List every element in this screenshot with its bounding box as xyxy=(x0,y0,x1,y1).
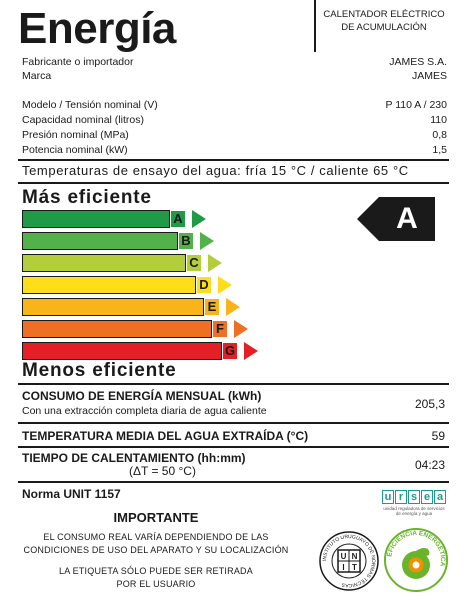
important-title: IMPORTANTE xyxy=(113,510,199,525)
product-type-line2: DE ACUMULACIÓN xyxy=(341,22,427,33)
unit-seal-letter: I xyxy=(342,563,345,572)
class-bar-a-letter: A xyxy=(171,211,185,227)
test-temperature: Temperaturas de ensayo del agua: fría 15 °C / caliente 65 °C xyxy=(22,163,409,178)
class-bar-c-letter: C xyxy=(187,255,201,271)
manufacturer-label: Fabricante o importador xyxy=(22,56,134,68)
spec-power-label: Potencia nominal (kW) xyxy=(22,144,128,156)
unit-seal-letter: N xyxy=(351,552,358,561)
class-bar-b-letter: B xyxy=(179,233,193,249)
ursea-logo-letter: r xyxy=(395,490,407,504)
ursea-logo-letter: a xyxy=(434,490,446,504)
spec-model-value: P 110 A / 230 xyxy=(385,99,447,111)
unit-seal-letter: T xyxy=(352,563,357,572)
class-bar-c-body xyxy=(22,254,186,272)
class-bar-f-letter: F xyxy=(213,321,227,337)
manufacturer-value: JAMES S.A. xyxy=(389,56,447,68)
ursea-logo-caption-1: unidad reguladora de servicios xyxy=(383,506,445,511)
class-bar-f-tip xyxy=(234,320,248,338)
class-bar-c-tip xyxy=(208,254,222,272)
ursea-logo-letters xyxy=(380,490,448,504)
class-bar-g-tip xyxy=(244,342,258,360)
important-line3: LA ETIQUETA SÓLO PUEDE SER RETIRADA xyxy=(59,566,253,576)
divider-temperature xyxy=(18,182,449,184)
energy-efficiency-ring-text: EFICIENCIA ENERGÉTICA xyxy=(386,529,447,567)
class-bar-d-letter: D xyxy=(197,277,211,293)
important-line4: POR EL USUARIO xyxy=(116,579,196,589)
class-bar-g-body xyxy=(22,342,222,360)
label-title: Energía xyxy=(18,4,176,53)
energy-efficiency-seal xyxy=(383,527,449,593)
spec-power-value: 1,5 xyxy=(432,144,447,156)
standard-reference: Norma UNIT 1157 xyxy=(22,487,121,501)
important-line1: EL CONSUMO REAL VARÍA DEPENDIENDO DE LAS xyxy=(43,532,269,542)
class-bar-e-tip xyxy=(226,298,240,316)
brand-value: JAMES xyxy=(411,70,447,82)
unit-seal-ring-text: INSTITUTO URUGUAYO DE NORMAS TÉCNICAS xyxy=(321,533,377,589)
brand-label: Marca xyxy=(22,70,52,82)
divider-mean-temperature xyxy=(18,446,449,448)
divider-consumption xyxy=(18,422,449,424)
product-type xyxy=(320,8,448,34)
product-type-line1: CALENTADOR ELÉCTRICO xyxy=(323,9,445,20)
spec-pressure-label: Presión nominal (MPa) xyxy=(22,129,129,141)
class-bar-d-body xyxy=(22,276,196,294)
class-bar-a-body xyxy=(22,210,170,228)
divider-heating-time xyxy=(18,481,449,483)
class-bar-e-body xyxy=(22,298,204,316)
class-bar-b-tip xyxy=(200,232,214,250)
divider-scale xyxy=(18,383,449,385)
spec-model-label: Modelo / Tensión nominal (V) xyxy=(22,99,158,111)
scale-bottom-label: Menos eficiente xyxy=(22,360,177,381)
unit-seal-letter: U xyxy=(340,552,347,561)
consumption-label: CONSUMO DE ENERGÍA MENSUAL (kWh) xyxy=(22,389,262,403)
heating-time-label: TIEMPO DE CALENTAMIENTO (hh:mm) xyxy=(22,451,246,465)
ursea-logo-letter: u xyxy=(382,490,394,504)
consumption-value: 205,3 xyxy=(414,397,445,411)
mean-temperature-label: TEMPERATURA MEDIA DEL AGUA EXTRAÍDA (°C) xyxy=(22,429,309,443)
rated-class-letter: A xyxy=(396,202,418,235)
consumption-sublabel: Con una extracción completa diaria de agua caliente xyxy=(22,405,267,417)
ursea-logo-letter: s xyxy=(408,490,420,504)
spec-capacity-value: 110 xyxy=(430,114,447,126)
heating-time-sublabel: (ΔT = 50 °C) xyxy=(129,464,196,478)
class-bar-e-letter: E xyxy=(205,299,219,315)
class-bar-b-body xyxy=(22,232,178,250)
class-bar-a-tip xyxy=(192,210,206,228)
mean-temperature-value: 59 xyxy=(431,429,445,443)
header-divider xyxy=(314,0,316,52)
divider-specs xyxy=(18,159,449,161)
heating-time-value: 04:23 xyxy=(414,458,445,472)
ursea-logo xyxy=(380,490,448,524)
ursea-logo-letter: e xyxy=(421,490,433,504)
unit-seal-logo xyxy=(318,530,380,592)
spec-pressure-value: 0,8 xyxy=(432,129,447,141)
important-line2: CONDICIONES DE USO DEL APARATO Y SU LOCALIZACIÓN xyxy=(23,545,289,555)
class-bar-f-body xyxy=(22,320,212,338)
scale-top-label: Más eficiente xyxy=(22,187,152,208)
ursea-logo-caption-2: de energía y agua xyxy=(395,511,433,516)
class-bar-d-tip xyxy=(218,276,232,294)
spec-capacity-label: Capacidad nominal (litros) xyxy=(22,114,144,126)
class-bar-g-letter: G xyxy=(224,343,236,358)
